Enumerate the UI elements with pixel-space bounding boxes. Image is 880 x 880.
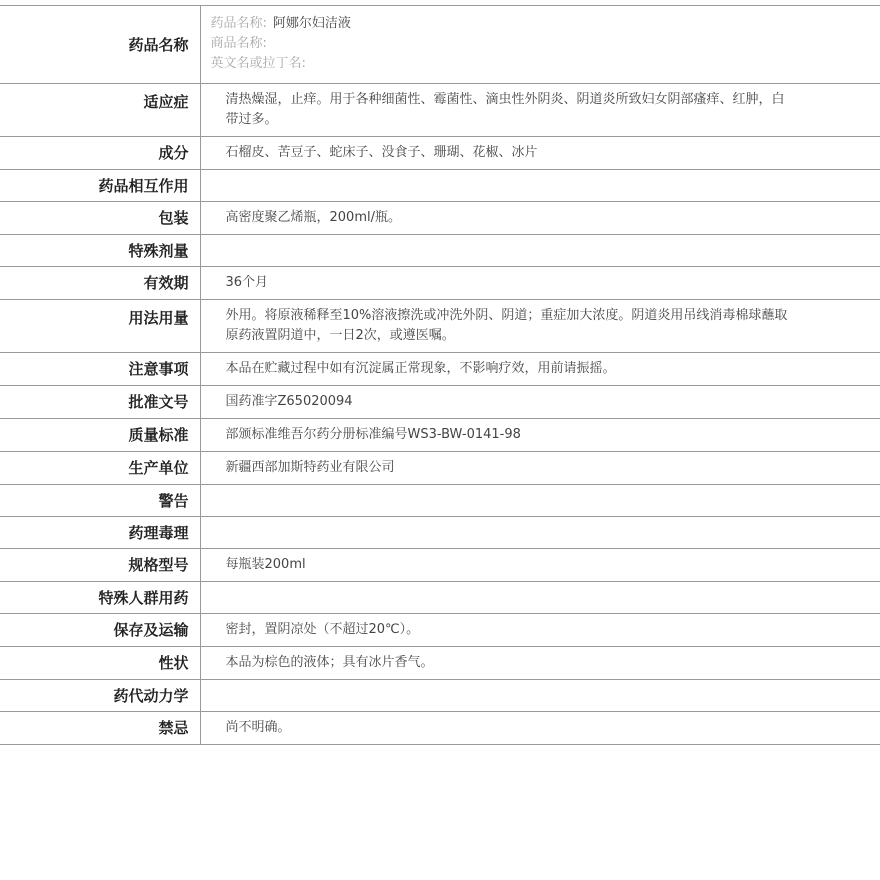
row-pharmacology xyxy=(0,517,880,549)
label-warning: 警告 xyxy=(0,485,200,517)
label-contraindications: 禁忌 xyxy=(0,712,200,745)
value-special-dosage xyxy=(200,235,880,267)
row-usage xyxy=(0,300,880,353)
label-ingredients: 成分 xyxy=(0,137,200,170)
label-usage: 用法用量 xyxy=(0,300,200,353)
label-storage: 保存及运输 xyxy=(0,614,200,647)
value-contraindications: 尚不明确。 xyxy=(225,720,291,735)
generic-name-key: 药品名称: xyxy=(210,16,267,31)
label-special-populations: 特殊人群用药 xyxy=(0,582,200,614)
row-packaging xyxy=(0,202,880,235)
label-shelf-life: 有效期 xyxy=(0,267,200,300)
row-interactions xyxy=(0,170,880,202)
english-name-key: 英文名或拉丁名: xyxy=(210,56,306,71)
row-quality-standard xyxy=(0,419,880,452)
value-drug-names xyxy=(200,6,880,84)
row-description xyxy=(0,647,880,680)
label-pharmacokinetics: 药代动力学 xyxy=(0,680,200,712)
value-interactions xyxy=(200,170,880,202)
row-manufacturer xyxy=(0,452,880,485)
value-description: 本品为棕色的液体；具有冰片香气。 xyxy=(225,655,434,670)
row-ingredients xyxy=(0,137,880,170)
row-approval-number xyxy=(0,386,880,419)
english-name-line xyxy=(211,54,880,74)
trade-name-line xyxy=(211,34,880,54)
label-quality-standard: 质量标准 xyxy=(0,419,200,452)
label-approval-number: 批准文号 xyxy=(0,386,200,419)
value-manufacturer: 新疆西部加斯特药业有限公司 xyxy=(225,460,395,475)
label-interactions: 药品相互作用 xyxy=(0,170,200,202)
value-storage: 密封，置阴凉处（不超过20℃）。 xyxy=(225,622,420,637)
value-ingredients: 石榴皮、苦豆子、蛇床子、没食子、珊瑚、花椒、冰片 xyxy=(225,145,538,160)
value-quality-standard: 部颁标准维吾尔药分册标准编号WS3-BW-0141-98 xyxy=(225,427,521,442)
label-drug-name: 药品名称 xyxy=(0,6,200,84)
value-approval-number: 国药准字Z65020094 xyxy=(225,394,353,409)
value-usage: 外用。将原液稀释至10%溶液擦洗或冲洗外阴、阴道；重症加大浓度。阴道炎用吊线消毒棉球蘸取原药液置阴道中，一日2次，或遵医嘱。 xyxy=(225,308,788,343)
value-pharmacology xyxy=(200,517,880,549)
value-precautions: 本品在贮藏过程中如有沉淀属正常现象，不影响疗效，用前请振摇。 xyxy=(225,361,616,376)
row-storage xyxy=(0,614,880,647)
value-packaging: 高密度聚乙烯瓶，200ml/瓶。 xyxy=(225,210,401,225)
label-description: 性状 xyxy=(0,647,200,680)
row-pharmacokinetics xyxy=(0,680,880,712)
generic-name-line xyxy=(211,14,880,34)
generic-name-value: 阿娜尔妇洁液 xyxy=(272,16,351,31)
row-special-populations xyxy=(0,582,880,614)
trade-name-key: 商品名称: xyxy=(210,36,267,51)
row-drug-name xyxy=(0,6,880,84)
label-special-dosage: 特殊剂量 xyxy=(0,235,200,267)
value-specification: 每瓶装200ml xyxy=(225,557,306,572)
row-warning xyxy=(0,485,880,517)
label-precautions: 注意事项 xyxy=(0,353,200,386)
row-specification xyxy=(0,549,880,582)
row-contraindications xyxy=(0,712,880,745)
row-shelf-life xyxy=(0,267,880,300)
value-pharmacokinetics xyxy=(200,680,880,712)
value-shelf-life: 36个月 xyxy=(225,275,269,290)
label-pharmacology: 药理毒理 xyxy=(0,517,200,549)
row-precautions xyxy=(0,353,880,386)
label-specification: 规格型号 xyxy=(0,549,200,582)
drug-info-table xyxy=(0,5,880,745)
label-manufacturer: 生产单位 xyxy=(0,452,200,485)
row-special-dosage xyxy=(0,235,880,267)
label-indications: 适应症 xyxy=(0,84,200,137)
value-warning xyxy=(200,485,880,517)
value-special-populations xyxy=(200,582,880,614)
row-indications xyxy=(0,84,880,137)
label-packaging: 包装 xyxy=(0,202,200,235)
value-indications: 清热燥湿，止痒。用于各种细菌性、霉菌性、滴虫性外阴炎、阴道炎所致妇女阴部瘙痒、红肿，白带过多。 xyxy=(225,92,785,127)
